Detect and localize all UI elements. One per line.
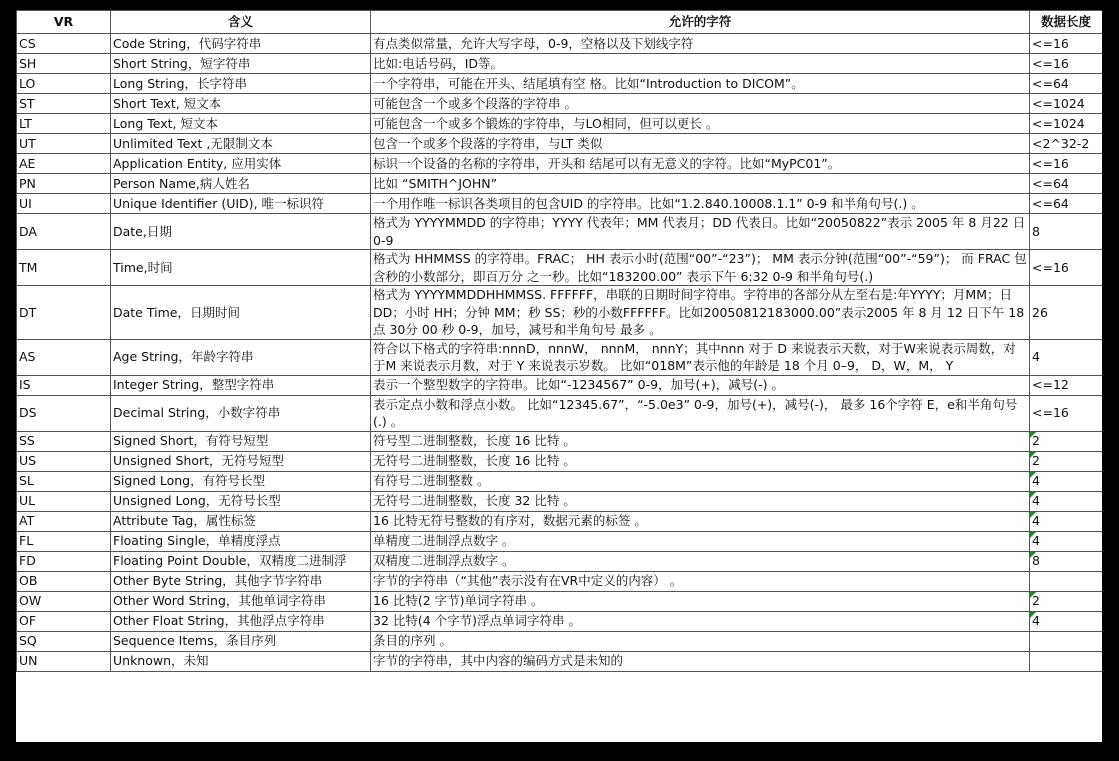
cell-data-length: <=16 — [1030, 154, 1103, 174]
cell-allowed-chars: 可能包含一个或多个锻炼的字符串，与LO相同，但可以更长 。 — [371, 114, 1030, 134]
cell-meaning: Unsigned Short，无符号短型 — [111, 451, 371, 471]
table-row — [17, 114, 1103, 134]
cell-allowed-chars: 比如:电话号码，ID等。 — [371, 54, 1030, 74]
cell-meaning: Unlimited Text ,无限制文本 — [111, 134, 371, 154]
cell-data-length: <=1024 — [1030, 94, 1103, 114]
table-row — [17, 431, 1103, 451]
cell-data-length: 2 — [1030, 591, 1103, 611]
cell-meaning: Decimal String，小数字符串 — [111, 395, 371, 431]
table-row — [17, 591, 1103, 611]
cell-meaning: Date,日期 — [111, 214, 371, 250]
cell-vr: FD — [17, 551, 111, 571]
cell-vr: AS — [17, 339, 111, 375]
cell-vr: SQ — [17, 631, 111, 651]
cell-data-length: <=16 — [1030, 250, 1103, 286]
cell-meaning: Other Byte String，其他字节字符串 — [111, 571, 371, 591]
cell-meaning: Floating Point Double，双精度二进制浮 — [111, 551, 371, 571]
table-header-row — [17, 11, 1103, 34]
cell-meaning: Other Float String，其他浮点字符串 — [111, 611, 371, 631]
cell-vr: SL — [17, 471, 111, 491]
cell-data-length — [1030, 651, 1103, 671]
header-meaning: 含义 — [111, 11, 371, 34]
table-row — [17, 214, 1103, 250]
table-row — [17, 134, 1103, 154]
table-row — [17, 74, 1103, 94]
table-row — [17, 531, 1103, 551]
cell-vr: CS — [17, 34, 111, 54]
cell-meaning: Long String，长字符串 — [111, 74, 371, 94]
cell-vr: DS — [17, 395, 111, 431]
table-row — [17, 194, 1103, 214]
cell-allowed-chars: 双精度二进制浮点数字 。 — [371, 551, 1030, 571]
cell-vr: ST — [17, 94, 111, 114]
table-row — [17, 491, 1103, 511]
table-row — [17, 471, 1103, 491]
cell-allowed-chars: 有符号二进制整数 。 — [371, 471, 1030, 491]
cell-data-length: 8 — [1030, 214, 1103, 250]
cell-allowed-chars: 表示一个整型数字的字符串。比如“-1234567” 0-9，加号(+)，减号(-) 。 — [371, 375, 1030, 395]
cell-allowed-chars: 无符号二进制整数，长度 32 比特 。 — [371, 491, 1030, 511]
cell-meaning: Unknown，未知 — [111, 651, 371, 671]
cell-meaning: Short String，短字符串 — [111, 54, 371, 74]
table-row — [17, 611, 1103, 631]
cell-meaning: Signed Long，有符号长型 — [111, 471, 371, 491]
cell-data-length — [1030, 631, 1103, 651]
cell-vr: AT — [17, 511, 111, 531]
table-row — [17, 250, 1103, 286]
cell-vr: UI — [17, 194, 111, 214]
table-row — [17, 339, 1103, 375]
header-data-length: 数据长度 — [1030, 11, 1103, 34]
cell-vr: TM — [17, 250, 111, 286]
cell-allowed-chars: 表示定点小数和浮点小数。 比如“12345.67”，“-5.0e3” 0-9，加号(+)，减号(-)， 最多 16个字符 E，e和半角句号(.) 。 — [371, 395, 1030, 431]
table-row — [17, 631, 1103, 651]
cell-data-length: 2 — [1030, 431, 1103, 451]
cell-data-length: <=16 — [1030, 395, 1103, 431]
cell-meaning: Attribute Tag，属性标签 — [111, 511, 371, 531]
vr-table-container — [16, 10, 1102, 742]
cell-meaning: Time,时间 — [111, 250, 371, 286]
cell-meaning: Application Entity, 应用实体 — [111, 154, 371, 174]
cell-meaning: Short Text, 短文本 — [111, 94, 371, 114]
cell-vr: PN — [17, 174, 111, 194]
cell-allowed-chars: 字节的字符串，其中内容的编码方式是未知的 — [371, 651, 1030, 671]
cell-allowed-chars: 字节的字符串（“其他”表示没有在VR中定义的内容） 。 — [371, 571, 1030, 591]
cell-vr: US — [17, 451, 111, 471]
cell-allowed-chars: 32 比特(4 个字节)浮点单词字符串 。 — [371, 611, 1030, 631]
cell-data-length: 8 — [1030, 551, 1103, 571]
table-row — [17, 551, 1103, 571]
cell-allowed-chars: 16 比特(2 字节)单词字符串 。 — [371, 591, 1030, 611]
cell-allowed-chars: 格式为 YYYYMMDD 的字符串；YYYY 代表年；MM 代表月；DD 代表日。比如“20050822”表示 2005 年 8 月22 日 0-9 — [371, 214, 1030, 250]
cell-data-length: <=64 — [1030, 74, 1103, 94]
cell-data-length: 4 — [1030, 611, 1103, 631]
cell-data-length: <=16 — [1030, 34, 1103, 54]
cell-vr: IS — [17, 375, 111, 395]
table-row — [17, 511, 1103, 531]
cell-data-length: <2^32-2 — [1030, 134, 1103, 154]
cell-vr: DA — [17, 214, 111, 250]
cell-allowed-chars: 比如 “SMITH^JOHN” — [371, 174, 1030, 194]
cell-meaning: Unique Identifier (UID), 唯一标识符 — [111, 194, 371, 214]
cell-allowed-chars: 可能包含一个或多个段落的字符串 。 — [371, 94, 1030, 114]
table-row — [17, 174, 1103, 194]
cell-allowed-chars: 一个字符串，可能在开头、结尾填有空 格。比如“Introduction to DICOM”。 — [371, 74, 1030, 94]
table-row — [17, 94, 1103, 114]
cell-vr: UT — [17, 134, 111, 154]
cell-allowed-chars: 标识一个设备的名称的字符串，开头和 结尾可以有无意义的字符。比如“MyPC01”。 — [371, 154, 1030, 174]
cell-meaning: Signed Short，有符号短型 — [111, 431, 371, 451]
table-row — [17, 451, 1103, 471]
cell-data-length: <=16 — [1030, 54, 1103, 74]
cell-allowed-chars: 格式为 HHMMSS 的字符串。FRAC； HH 表示小时(范围“00”-“23”)； MM 表示分钟(范围“00”-“59”)； 而 FRAC 包含秒的小数部分，即百万分 之一秒。比如“183200.00” 表示下午 6:32 0-9 和半角句号(.) — [371, 250, 1030, 286]
cell-data-length: <=1024 — [1030, 114, 1103, 134]
cell-meaning: Long Text, 短文本 — [111, 114, 371, 134]
cell-meaning: Code String，代码字符串 — [111, 34, 371, 54]
cell-data-length: 2 — [1030, 451, 1103, 471]
table-row — [17, 154, 1103, 174]
cell-vr: SS — [17, 431, 111, 451]
cell-data-length: <=12 — [1030, 375, 1103, 395]
cell-allowed-chars: 格式为 YYYYMMDDHHMMSS. FFFFFF，串联的日期时间字符串。字符串的各部分从左至右是:年YYYY；月MM；日 DD；小时 HH；分钟 MM；秒 SS；秒的小数FFFFFF。比如20050812183000.00”表示2005 年 8 月 12 日下午 18 点 30分 00 秒 0-9，加号，减号和半角句号 最多 。 — [371, 286, 1030, 340]
cell-vr: UL — [17, 491, 111, 511]
cell-vr: SH — [17, 54, 111, 74]
cell-allowed-chars: 符号型二进制整数，长度 16 比特 。 — [371, 431, 1030, 451]
cell-vr: OF — [17, 611, 111, 631]
cell-vr: UN — [17, 651, 111, 671]
cell-meaning: Floating Single，单精度浮点 — [111, 531, 371, 551]
cell-data-length: 4 — [1030, 491, 1103, 511]
vr-table — [16, 10, 1102, 672]
cell-vr: AE — [17, 154, 111, 174]
cell-meaning: Date Time，日期时间 — [111, 286, 371, 340]
table-row — [17, 395, 1103, 431]
table-row — [17, 286, 1103, 340]
cell-allowed-chars: 符合以下格式的字符串:nnnD，nnnW， nnnM， nnnY；其中nnn 对于 D 来说表示天数，对于W来说表示周数，对于M 来说表示月数，对于 Y 来说表示岁数。 比如“018M”表示他的年龄是 18 个月 0–9， D，W，M， Y — [371, 339, 1030, 375]
cell-allowed-chars: 无符号二进制整数，长度 16 比特 。 — [371, 451, 1030, 471]
cell-vr: OW — [17, 591, 111, 611]
cell-meaning: Unsigned Long，无符号长型 — [111, 491, 371, 511]
cell-meaning: Sequence Items，条目序列 — [111, 631, 371, 651]
cell-data-length: 4 — [1030, 531, 1103, 551]
table-row — [17, 34, 1103, 54]
header-vr: VR — [17, 11, 111, 34]
table-row — [17, 375, 1103, 395]
cell-data-length: 4 — [1030, 471, 1103, 491]
cell-allowed-chars: 有点类似常量，允许大写字母，0-9，空格以及下划线字符 — [371, 34, 1030, 54]
cell-data-length: <=64 — [1030, 194, 1103, 214]
cell-vr: LT — [17, 114, 111, 134]
cell-data-length: 26 — [1030, 286, 1103, 340]
table-row — [17, 54, 1103, 74]
cell-data-length: 4 — [1030, 511, 1103, 531]
cell-meaning: Person Name,病人姓名 — [111, 174, 371, 194]
cell-allowed-chars: 一个用作唯一标识各类项目的包含UID 的字符串。比如“1.2.840.10008.1.1” 0-9 和半角句号(.) 。 — [371, 194, 1030, 214]
cell-meaning: Other Word String，其他单词字符串 — [111, 591, 371, 611]
table-row — [17, 571, 1103, 591]
table-row — [17, 651, 1103, 671]
cell-meaning: Age String，年龄字符串 — [111, 339, 371, 375]
cell-vr: OB — [17, 571, 111, 591]
cell-allowed-chars: 条目的序列 。 — [371, 631, 1030, 651]
cell-allowed-chars: 包含一个或多个段落的字符串，与LT 类似 — [371, 134, 1030, 154]
cell-vr: LO — [17, 74, 111, 94]
cell-allowed-chars: 16 比特无符号整数的有序对，数据元素的标签 。 — [371, 511, 1030, 531]
cell-data-length: 4 — [1030, 339, 1103, 375]
cell-data-length — [1030, 571, 1103, 591]
cell-allowed-chars: 单精度二进制浮点数字 。 — [371, 531, 1030, 551]
cell-vr: FL — [17, 531, 111, 551]
cell-vr: DT — [17, 286, 111, 340]
header-allowed-chars: 允许的字符 — [371, 11, 1030, 34]
cell-data-length: <=64 — [1030, 174, 1103, 194]
cell-meaning: Integer String，整型字符串 — [111, 375, 371, 395]
